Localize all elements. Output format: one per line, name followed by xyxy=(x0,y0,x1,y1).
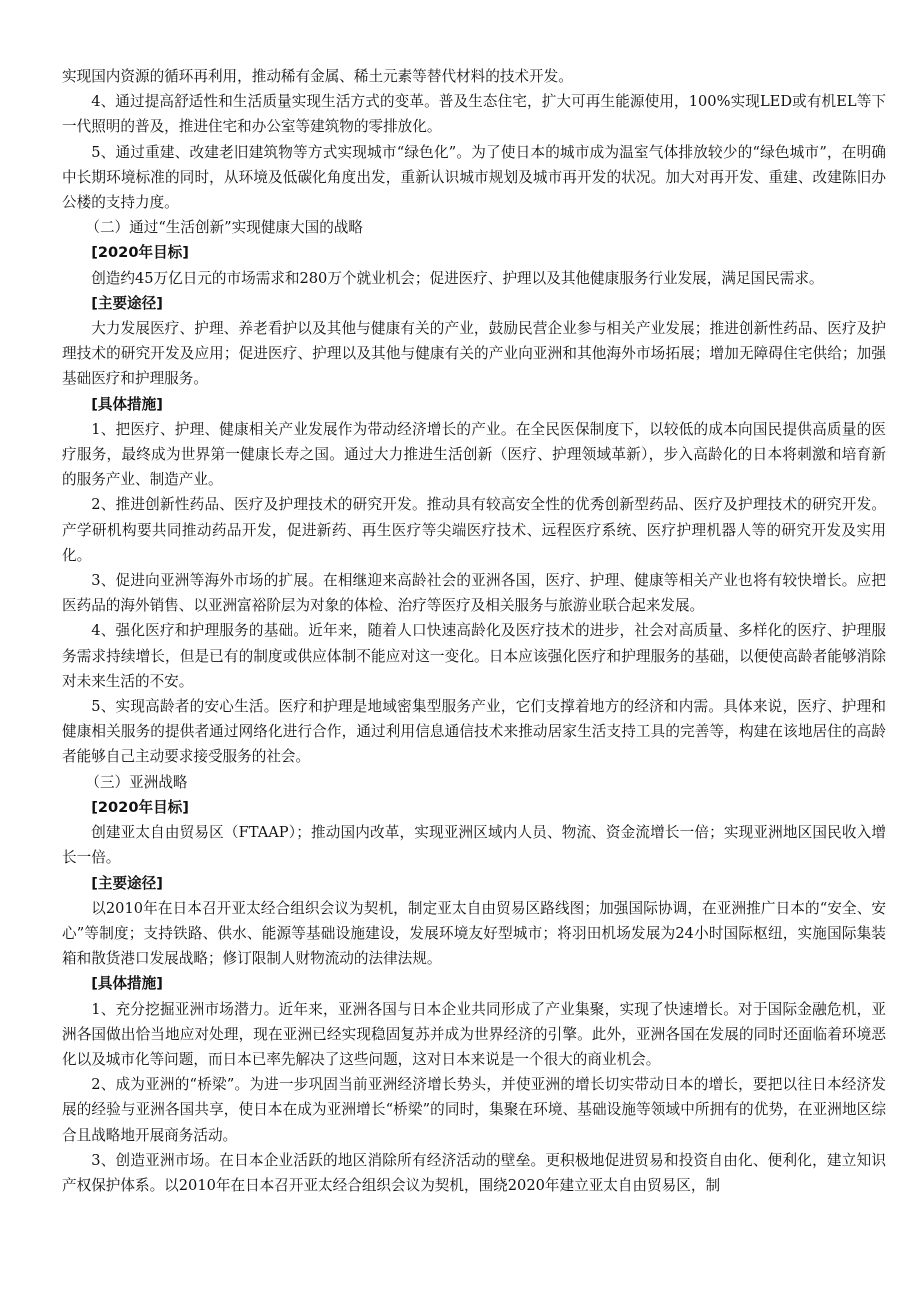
document-page xyxy=(62,64,886,1198)
heading-2020-goal-asia: [2020年目标] xyxy=(91,798,189,816)
paragraph-measure-5: 5、实现高龄者的安心生活。医疗和护理是地域密集型服务产业，它们支撑着地方的经济和内需。具体来说，医疗、护理和健康相关服务的提供者通过网络化进行合作，通过利用信息通信技术来推动居家生活支持工具的完善等，构建在该地居住的高龄者能够自己主动要求接受服务的社会。 xyxy=(62,698,886,766)
section-title-asia: （三）亚洲战略 xyxy=(85,773,188,791)
heading-main-approach-asia: [主要途径] xyxy=(91,874,163,892)
paragraph-measure-2: 2、推进创新性药品、医疗及护理技术的研究开发。推动具有较高安全性的优秀创新型药品、医疗及护理技术的研究开发。产学研机构要共同推动药品开发，促进新药、再生医疗等尖端医疗技术、远程医疗系统、医疗护理机器人等的研究开发及实用化。 xyxy=(62,496,886,564)
paragraph-goal-asia: 创建亚太自由贸易区（FTAAP）；推动国内改革，实现亚洲区域内人员、物流、资金流增长一倍；实现亚洲地区国民收入增长一倍。 xyxy=(62,824,886,867)
paragraph-item-5: 5、通过重建、改建老旧建筑物等方式实现城市“绿色化”。为了使日本的城市成为温室气体排放较少的“绿色城市”，在明确中长期环境标准的同时，从环境及低碳化角度出发，重新认识城市规划及城市再开发的状况。加大对再开发、重建、改建陈旧办公楼的支持力度。 xyxy=(62,143,886,212)
paragraph-item-4: 4、通过提高舒适性和生活质量实现生活方式的变革。普及生态住宅，扩大可再生能源使用，100%实现LED或有机EL等下一代照明的普及，推进住宅和办公室等建筑物的零排放化。 xyxy=(62,93,886,136)
paragraph-asia-measure-3: 3、创造亚洲市场。在日本企业活跃的地区消除所有经济活动的壁垒。更积极地促进贸易和投资自由化、便利化，建立知识产权保护体系。以2010年在日本召开亚太经合组织会议为契机，围绕2020年建立亚太自由贸易区，制 xyxy=(62,1151,886,1194)
paragraph-goal: 创造约45万亿日元的市场需求和280万个就业机会；促进医疗、护理以及其他健康服务行业发展，满足国民需求。 xyxy=(91,269,824,287)
heading-2020-goal: [2020年目标] xyxy=(91,244,189,262)
paragraph-measure-4: 4、强化医疗和护理服务的基础。近年来，随着人口快速高龄化及医疗技术的进步，社会对高质量、多样化的医疗、护理服务需求持续增长，但是已有的制度或供应体制不能应对这一变化。日本应该强化医疗和护理服务的基础，以便使高龄者能够消除对未来生活的不安。 xyxy=(62,622,886,690)
paragraph-asia-measure-2: 2、成为亚洲的“桥梁”。为进一步巩固当前亚洲经济增长势头，并使亚洲的增长切实带动日本的增长，要把以往日本经济发展的经验与亚洲各国共享，使日本在成为亚洲增长“桥梁”的同时，集聚在环境、基础设施等领域中所拥有的优势，在亚洲地区综合且战略地开展商务活动。 xyxy=(62,1076,886,1144)
paragraph-measure-3: 3、促进向亚洲等海外市场的扩展。在相继迎来高龄社会的亚洲各国，医疗、护理、健康等相关产业也将有较快增长。应把医药品的海外销售、以亚洲富裕阶层为对象的体检、治疗等医疗及相关服务与旅游业联合起来发展。 xyxy=(62,572,886,615)
section-title-health: （二）通过“生活创新”实现健康大国的战略 xyxy=(85,219,363,237)
paragraph-approach: 大力发展医疗、护理、养老看护以及其他与健康有关的产业，鼓励民营企业参与相关产业发展；推进创新性药品、医疗及护理技术的研究开发及应用；促进医疗、护理以及其他与健康有关的产业向亚洲和其他海外市场拓展；增加无障碍住宅供给；加强基础医疗和护理服务。 xyxy=(62,320,886,388)
paragraph-measure-1: 1、把医疗、护理、健康相关产业发展作为带动经济增长的产业。在全民医保制度下，以较低的成本向国民提供高质量的医疗服务，最终成为世界第一健康长寿之国。通过大力推进生活创新（医疗、护理领域革新），步入高龄化的日本将刺激和培育新的服务产业、制造产业。 xyxy=(62,420,886,489)
heading-measures: [具体措施] xyxy=(91,395,163,413)
heading-main-approach: [主要途径] xyxy=(91,294,163,312)
paragraph-asia-measure-1: 1、充分挖掘亚洲市场潜力。近年来，亚洲各国与日本企业共同形成了产业集聚，实现了快速增长。对于国际金融危机，亚洲各国做出恰当地应对处理，现在亚洲已经实现稳固复苏并成为世界经济的引擎。此外，亚洲各国在发展的同时还面临着环境恶化以及城市化等问题，而日本已率先解决了这些问题，这对日本来说是一个很大的商业机会。 xyxy=(62,1000,886,1068)
heading-measures-asia: [具体措施] xyxy=(91,975,163,993)
paragraph-approach-asia: 以2010年在日本召开亚太经合组织会议为契机，制定亚太自由贸易区路线图；加强国际协调，在亚洲推广日本的“安全、安心”等制度；支持铁路、供水、能源等基础设施建设，发展环境友好型城市；将羽田机场发展为24小时国际枢纽，实施国际集装箱和散货港口发展战略；修订限制人财物流动的法律法规。 xyxy=(62,899,886,968)
paragraph-continued: 实现国内资源的循环再利用，推动稀有金属、稀土元素等替代材料的技术开发。 xyxy=(62,68,573,85)
